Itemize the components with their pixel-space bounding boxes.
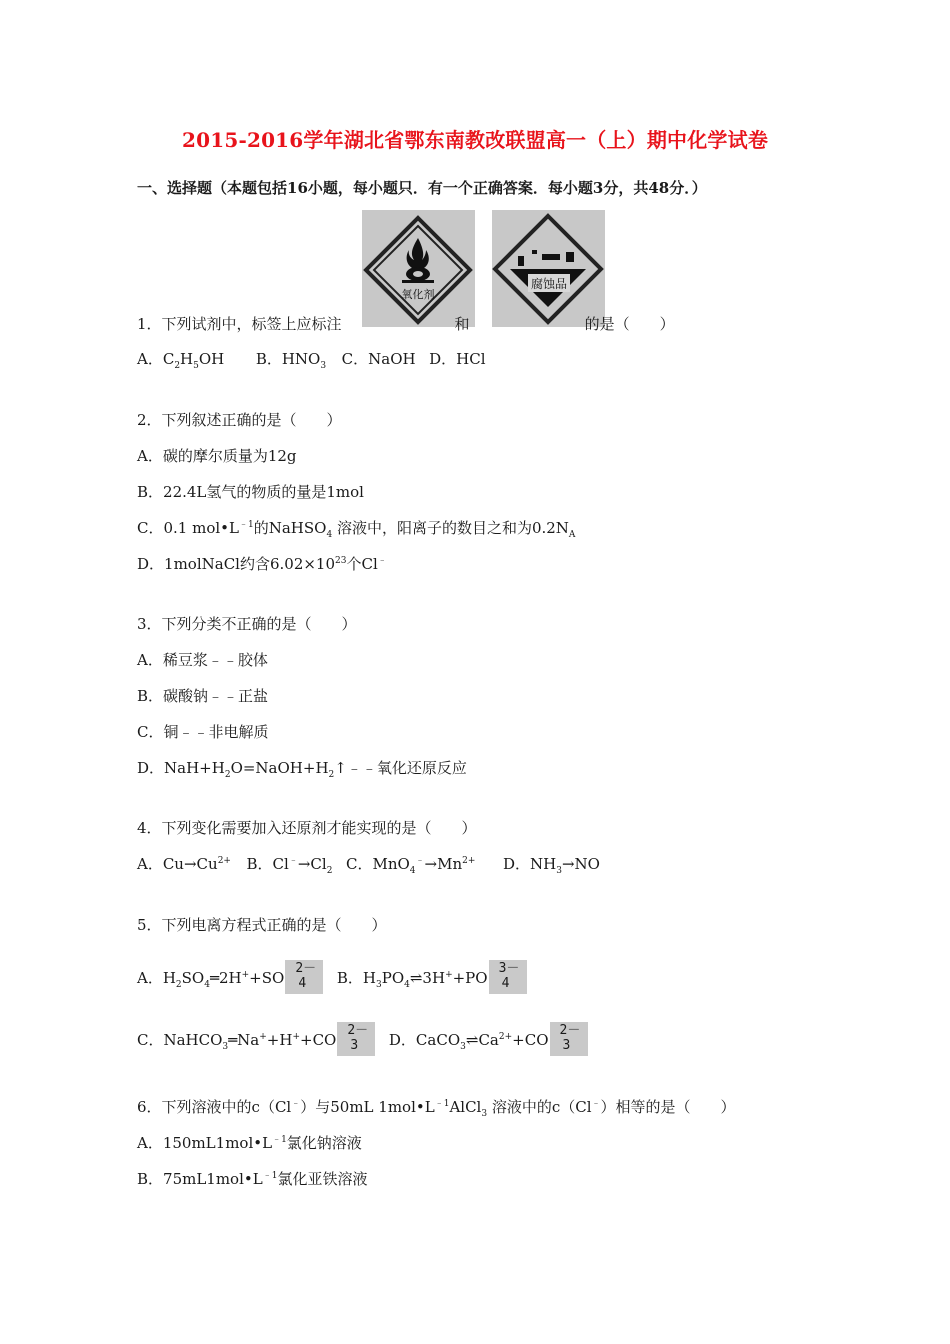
oxidizer-sign-image <box>362 210 475 327</box>
q6-option-b: B．$75mL1mol•L^{﹣1}$氯化亚铁溶液 <box>137 1170 368 1188</box>
q3-stem: 3．下列分类不正确的是（ ） <box>137 615 357 633</box>
q5-options-ab <box>137 962 527 996</box>
q5-b-ion-charge: 3－ 4 <box>489 960 527 994</box>
section-heading: 一、选择题（本题包括16小题，每小题只．有一个正确答案．每小题3分，共48分．） <box>137 179 707 197</box>
q5-option-a: A．$H_2SO_4═2H^++SO$ 2－ 4 <box>137 969 323 987</box>
q5-c-ion-charge: 2－ 3 <box>337 1022 375 1056</box>
q2-stem: 2．下列叙述正确的是（ ） <box>137 411 342 429</box>
q5-option-d: D．$CaCO_3\rightleftharpoons Ca^{2+}+CO$ 2－ 3 <box>389 1031 588 1049</box>
q1-option-d: D．HCl <box>429 350 486 368</box>
corrosive-sign-image <box>492 210 605 327</box>
q4-stem: 4．下列变化需要加入还原剂才能实现的是（ ） <box>137 819 477 837</box>
q3-option-a: A．稀豆浆﹣﹣胶体 <box>137 651 268 669</box>
q5-options-cd <box>137 1024 588 1058</box>
q4-option-d: D．$NH_3\to NO$ <box>502 855 600 876</box>
q4-option-b: B．$Cl^﹣\to Cl_2$ <box>246 855 333 876</box>
q5-option-c: C．NaHCO$_3$═Na++H++CO 2－ 3 <box>137 1031 375 1049</box>
q4-options <box>137 854 600 874</box>
q1-option-b: B．$HNO_3$ <box>255 350 327 371</box>
q5-stem: 5．下列电离方程式正确的是（ ） <box>137 916 387 934</box>
q6-stem: 6．下列溶液中的c（Cl﹣）与50mL $1mol•L^{﹣1}AlCl_3$ 溶液中的c（Cl﹣）相等的是（ ） <box>137 1098 736 1119</box>
q2-option-a: A．碳的摩尔质量为12g <box>137 447 297 465</box>
q5-d-ion-charge: 2－ 3 <box>550 1022 588 1056</box>
q5-option-b: B．$H_3PO_4\rightleftharpoons 3H^++PO$ 3－ 4 <box>337 969 527 987</box>
q6-option-a: A．$150mL1mol•L^{﹣1}$氯化钠溶液 <box>137 1134 362 1152</box>
corrosive-label: 腐蚀品 <box>530 277 568 291</box>
q1-option-c: C．NaOH <box>341 350 416 368</box>
q3-option-d: D．$NaH+H_2O=NaOH+H_2↑﹣﹣$氧化还原反应 <box>137 759 467 780</box>
q4-option-a: A．$Cu\to Cu^{2+}$ <box>137 855 231 873</box>
q3-option-b: B．碳酸钠﹣﹣正盐 <box>137 687 269 705</box>
q1-options <box>137 349 486 369</box>
q2-option-d: D．1molNaCl约含$6.02\times 10^{23}$个Cl﹣ <box>137 555 387 573</box>
q4-option-c: C．$MnO_4^﹣\to Mn^{2+}$ <box>346 855 476 876</box>
q2-option-b: B．22.4L氢气的物质的量是1mol <box>137 483 364 501</box>
oxidizer-label: 氧化剂 <box>401 288 435 301</box>
q2-option-c: C．0.1 $mol•L^{﹣1}$的NaHSO$_4$ 溶液中，阳离子的数目之和为$0.2N_A$ <box>137 519 576 540</box>
page-title: 2015-2016学年湖北省鄂东南教改联盟高一（上）期中化学试卷 <box>181 128 769 152</box>
q1-stem: 1．下列试剂中，标签上应标注 和 的是（ ） <box>137 315 675 333</box>
q3-option-c: C．铜﹣﹣非电解质 <box>137 723 269 741</box>
q1-option-a: A．$C_2H_5OH$ <box>137 350 225 371</box>
q5-a-ion-charge: 2－ 4 <box>285 960 323 994</box>
